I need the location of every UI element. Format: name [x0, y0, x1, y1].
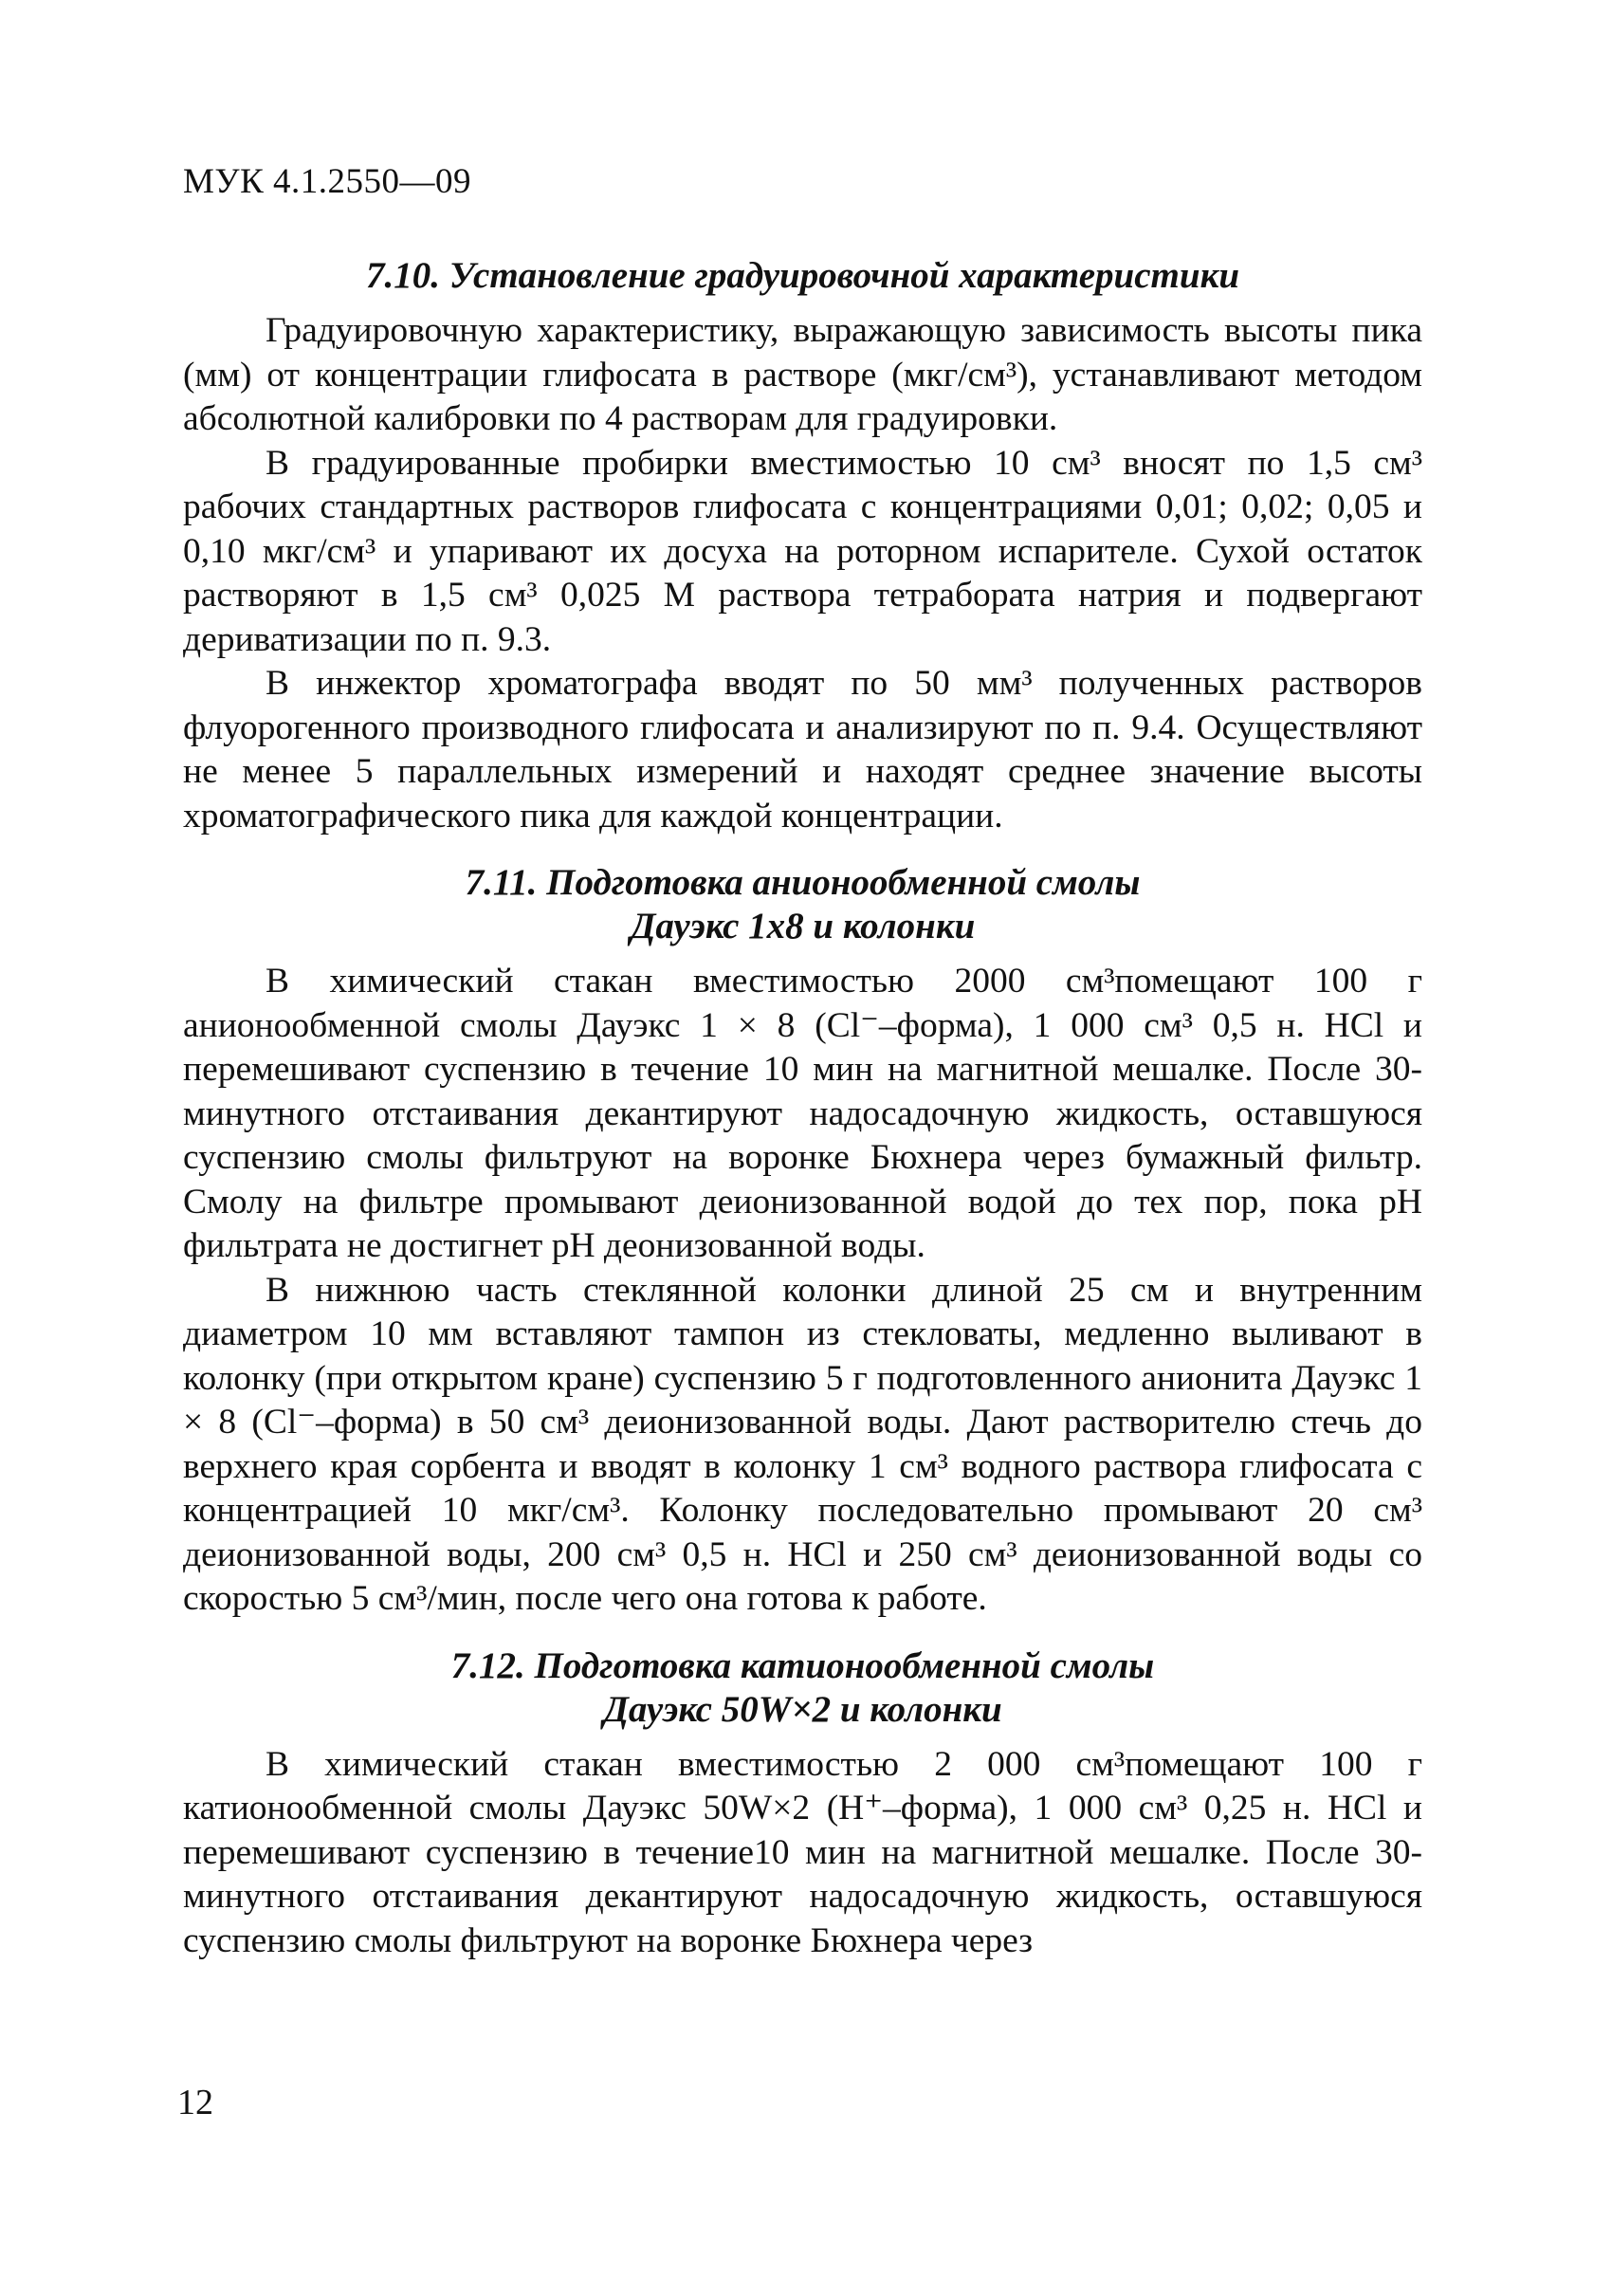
- paragraph: В химический стакан вместимостью 2000 см³помещают 100 г анионообменной смолы Дауэкс 1 × 8 (Cl⁻–форма), 1 000 см³ 0,5 н. HCl и перемешивают суспензию в течение 10 мин на магнитной мешалке. После 30-минутного отстаивания декантируют надосадочную жидкость, оставшуюся суспензию смолы фильтруют на воронке Бюхнера через бумажный фильтр. Смолу на фильтре промывают деионизованной водой до тех пор, пока pH фильтрата не достигнет pH деонизованной воды.: [183, 962, 1422, 1265]
- section-title: [183, 1644, 1422, 1732]
- section-7-11: [183, 861, 1422, 1622]
- section-title-line: 7.10. Установление градуировочной характеристики: [365, 255, 1240, 296]
- paragraph: В градуированные пробирки вместимостью 10 см³ вносят по 1,5 см³ рабочих стандартных растворов глифосата с концентрациями 0,01; 0,02; 0,05 и 0,10 мкг/см³ и упаривают их досуха на роторном испарителе. Сухой остаток растворяют в 1,5 см³ 0,025 М раствора тетрабората натрия и подвергают дериватизации по п. 9.3.: [183, 443, 1422, 659]
- section-title: [183, 254, 1422, 298]
- section-title: [183, 861, 1422, 948]
- section-title-line: Дауэкс 1х8 и колонки: [630, 906, 976, 946]
- paragraph: В инжектор хроматографа вводят по 50 мм³ полученных растворов флуорогенного производного глифосата и анализируют по п. 9.4. Осуществляют не менее 5 параллельных измерений и находят среднее значение высоты хроматографического пика для каждой концентрации.: [183, 664, 1422, 836]
- page-content: [183, 254, 1422, 1963]
- page-number: 12: [177, 2083, 213, 2122]
- section-7-12: [183, 1644, 1422, 1964]
- section-title-line: Дауэкс 50W×2 и колонки: [603, 1688, 1002, 1730]
- section-title-line: 7.11. Подготовка анионообменной смолы: [465, 862, 1141, 903]
- paragraph: В химический стакан вместимостью 2 000 см³помещают 100 г катионообменной смолы Дауэкс 50W×2 (H⁺–форма), 1 000 см³ 0,25 н. HCl и перемешивают суспензию в течение10 мин на магнитной мешалке. После 30-минутного отстаивания декантируют надосадочную жидкость, оставшуюся суспензию смолы фильтруют на воронке Бюхнера через: [183, 1744, 1422, 1960]
- paragraph: В нижнюю часть стеклянной колонки длиной 25 см и внутренним диаметром 10 мм вставляют тампон из стекловаты, медленно выливают в колонку (при открытом кране) суспензию 5 г подготовленного анионита Дауэкс 1 × 8 (Cl⁻–форма) в 50 см³ деионизованной воды. Дают растворителю стечь до верхнего края сорбента и вводят в колонку 1 см³ водного раствора глифосата с концентрацией 10 мкг/см³. Колонку последовательно промывают 20 см³ деионизованной воды, 200 см³ 0,5 н. HCl и 250 см³ деионизованной воды со скоростью 5 см³/мин, после чего она готова к работе.: [183, 1270, 1422, 1618]
- paragraph: Градуировочную характеристику, выражающую зависимость высоты пика (мм) от концентрации глифосата в растворе (мкг/см³), устанавливают методом абсолютной калибровки по 4 растворам для градуировки.: [183, 311, 1422, 438]
- document-code-header: МУК 4.1.2550—09: [183, 162, 472, 201]
- section-7-10: [183, 254, 1422, 838]
- section-title-line: 7.12. Подготовка катионообменной смолы: [450, 1644, 1155, 1686]
